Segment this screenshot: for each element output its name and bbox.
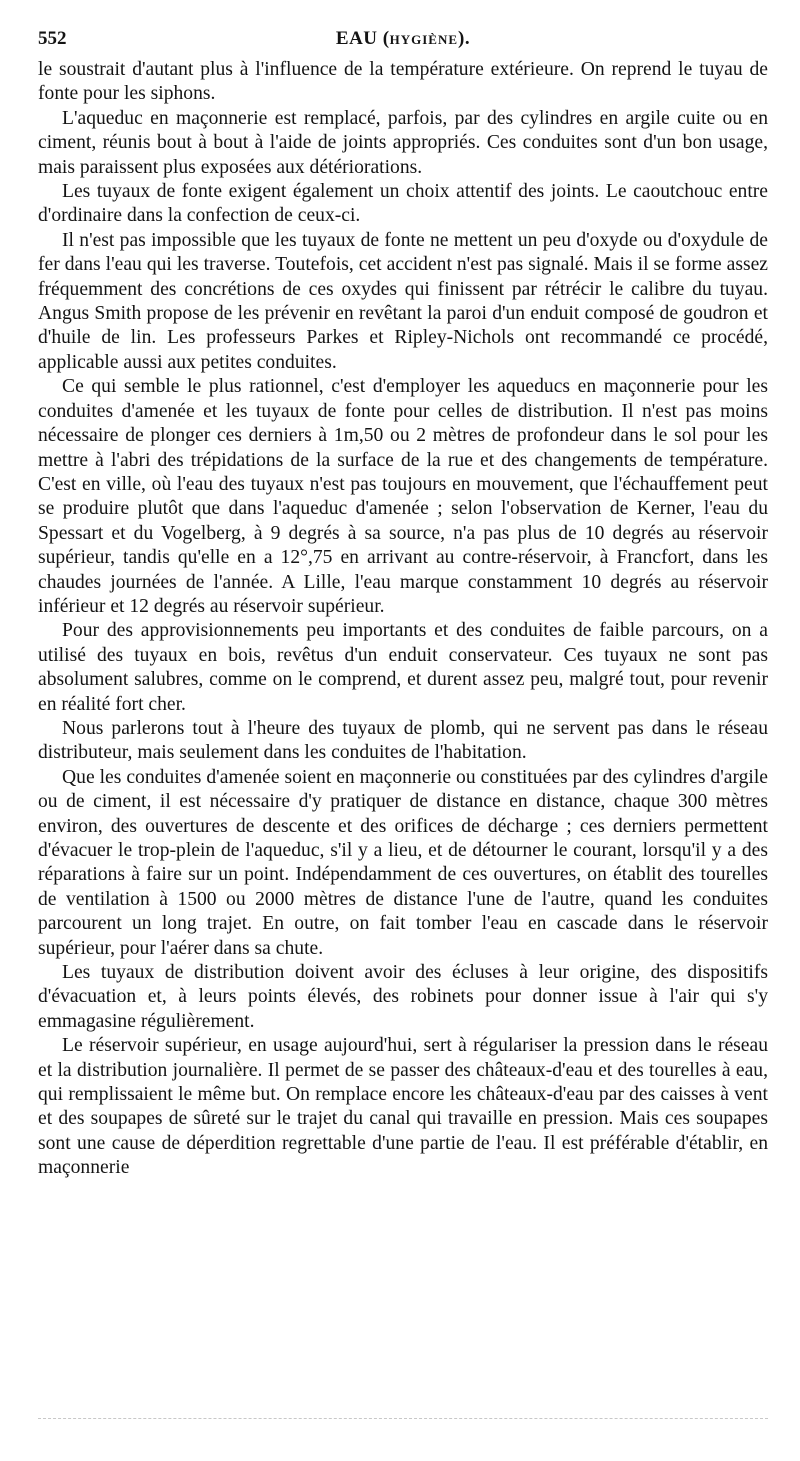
running-title-subject: HYGIÈNE [389, 32, 459, 47]
body-text [38, 58, 768, 1181]
page-header [38, 28, 768, 58]
paragraph-6: Pour des approvisionnements peu importants et des conduites de faible parcours, on a utilisé des tuyaux en bois, revêtus d'un enduit conservateur. Ces tuyaux ne sont pas absolument salubres, comme on le comprend, et durent assez peu, malgré tout, pour revenir en réalité fort cher. [38, 620, 768, 715]
document-page [38, 28, 768, 1181]
paragraph-5: Ce qui semble le plus rationnel, c'est d'employer les aqueducs en maçonnerie pour les conduites d'amenée et les tuyaux de fonte pour celles de distribution. Il n'est pas moins nécessaire de plonger ces derniers à 1m,50 ou 2 mètres de profondeur dans le sol pour les mettre à l'abri des trépidations de la surface de la rue et des changements de température. C'est en ville, où l'eau des tuyaux n'est pas toujours en mouvement, que l'échauffement peut se produire plutôt que dans l'aqueduc d'amenée ; selon l'observation de Kerner, l'eau du Spessart et du Vogelberg, à 9 degrés à sa source, n'a pas plus de 10 degrés au réservoir supérieur, tandis qu'elle en a 12°,75 en arrivant au contre-réservoir, à Francfort, dans les chaudes journées de l'année. A Lille, l'eau marque constamment 10 degrés au réservoir inférieur et 12 degrés au réservoir supérieur. [38, 376, 768, 617]
paragraph-7: Nous parlerons tout à l'heure des tuyaux de plomb, qui ne servent pas dans le réseau distributeur, mais seulement dans les conduites de l'habitation. [38, 717, 768, 764]
footer-dashed-rule [38, 1418, 768, 1419]
page-number: 552 [38, 28, 67, 49]
paragraph-3: Les tuyaux de fonte exigent également un choix attentif des joints. Le caoutchouc entre d'ordinaire dans la confection de ceux-ci. [38, 181, 768, 227]
running-title [38, 28, 768, 50]
running-title-main: EAU [335, 28, 378, 49]
paragraph-1: le soustrait d'autant plus à l'influence de la température extérieure. On reprend le tuyau de fonte pour les siphons. [38, 59, 768, 105]
paragraph-2: L'aqueduc en maçonnerie est remplacé, parfois, par des cylindres en argile cuite ou en ciment, réunis bout à bout à l'aide de joints appropriés. Ces conduites sont d'un bon usage, mais paraissent plus exposées aux détériorations. [38, 107, 768, 178]
paragraph-8: Que les conduites d'amenée soient en maçonnerie ou constituées par des cylindres d'argile ou de ciment, il est nécessaire d'y pratiquer de distance en distance, chaque 300 mètres environ, des ouvertures de descente et des orifices de décharge ; ces derniers permettent d'évacuer le trop-plein de l'aqueduc, s'il y a lieu, et de détourner le courant, lorsqu'il y a des réparations à faire sur un point. Indépendamment de ces ouvertures, on établit des tourelles de ventilation à 1500 ou 2000 mètres de distance l'une de l'autre, quand les conduites parcourent un long trajet. En outre, on fait tomber l'eau en cascade dans le réservoir supérieur, pour l'aérer dans sa chute. [38, 766, 768, 959]
paragraph-4: Il n'est pas impossible que les tuyaux de fonte ne mettent un peu d'oxyde ou d'oxydule de fer dans l'eau qui les traverse. Toutefois, cet accident n'est pas signalé. Mais il se forme assez fréquemment des concrétions de ces oxydes qui finissent par rétrécir le calibre du tuyau. Angus Smith propose de les prévenir en revêtant la paroi d'un enduit composé de goudron et d'huile de lin. Les professeurs Parkes et Ripley-Nichols ont recommandé ce procédé, applicable aussi aux petites conduites. [38, 229, 768, 373]
running-title-open: ( [377, 28, 390, 49]
running-title-close: ). [458, 28, 471, 49]
paragraph-10: Le réservoir supérieur, en usage aujourd'hui, sert à régulariser la pression dans le réseau et la distribution journalière. Il permet de se passer des châteaux-d'eau et des tourelles à eau, qui remplissaient le même but. On remplace encore les châteaux-d'eau par des caisses à vent et des soupapes de sûreté sur le trajet du canal qui travaille en pression. Mais ces soupapes sont une cause de déperdition regrettable d'une partie de l'eau. Il est préférable d'établir, en maçonnerie [38, 1035, 768, 1179]
paragraph-9: Les tuyaux de distribution doivent avoir des écluses à leur origine, des dispositifs d'évacuation et, à leurs points élevés, des robinets pour donner issue à l'air qui s'y emmagasine régulièrement. [38, 962, 768, 1032]
